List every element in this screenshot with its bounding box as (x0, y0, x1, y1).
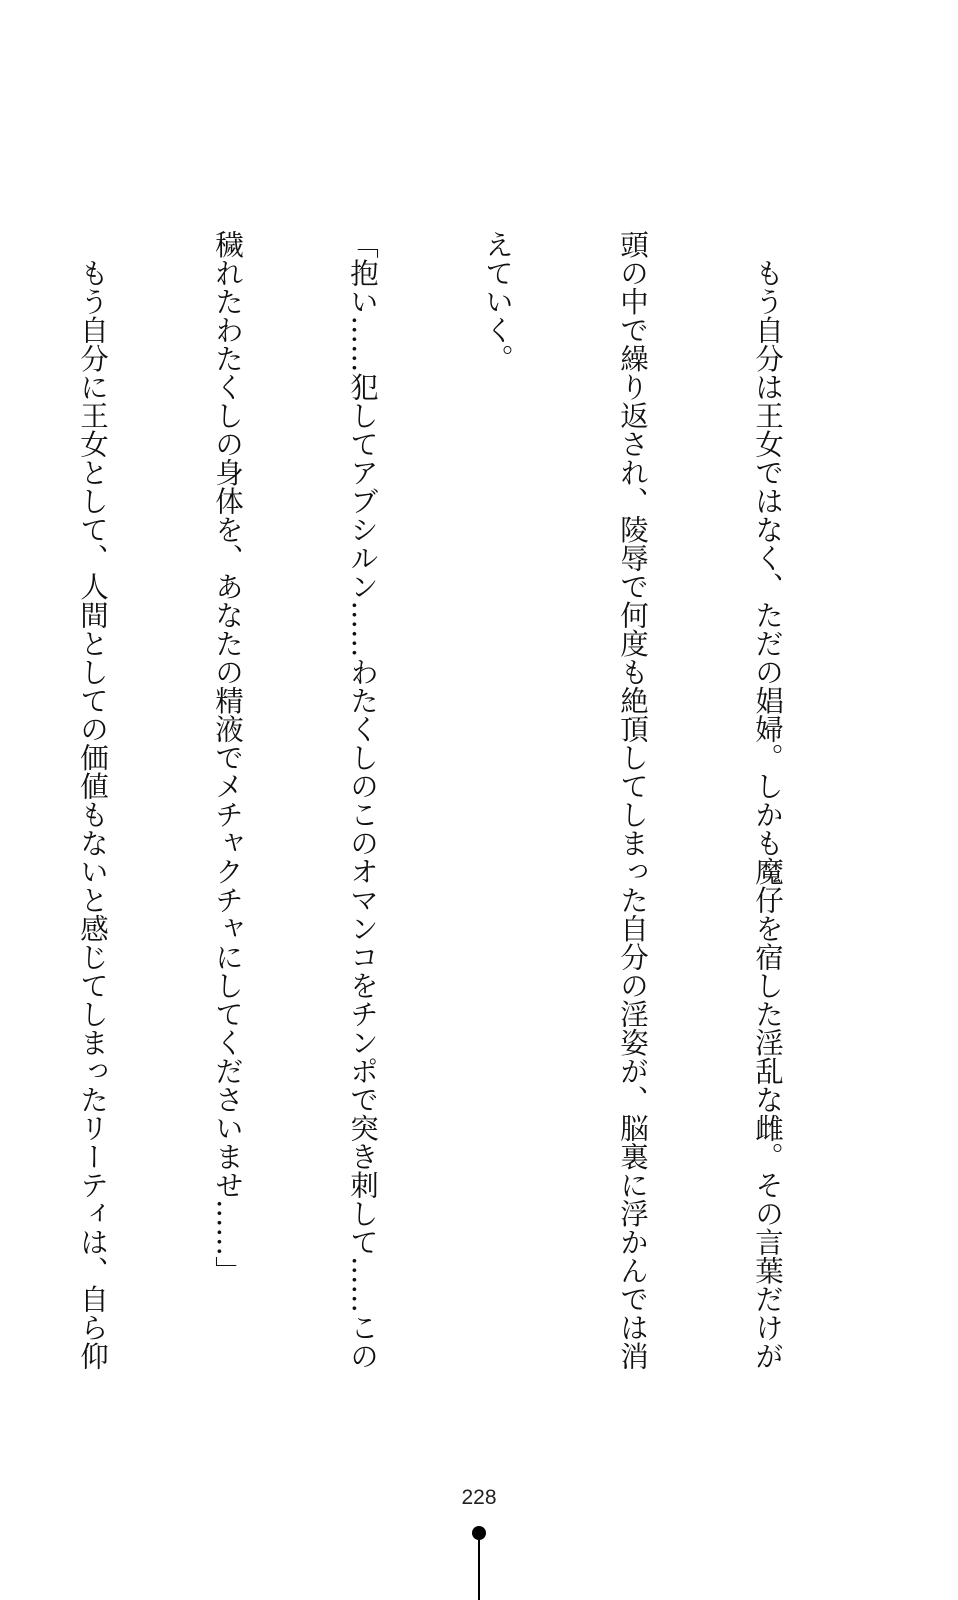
text-line: 頭の中で繰り返され、陵辱で何度も絶頂してしまった自分の淫姿が、脳裏に浮かんでは消 (616, 230, 649, 1370)
page-marker-icon (469, 1526, 489, 1600)
text-line: 穢れたわたくしの身体を、あなたの精液でメチャクチャにしてくださいませ……」 (211, 230, 244, 1285)
text-line: もう自分は王女ではなく、ただの娼婦。しかも魔仔を宿した淫乱な雌。その言葉だけが (751, 230, 784, 1370)
text-line: えていく。 (481, 230, 514, 373)
text-line: もう自分に王女として、人間としての価値もないと感じてしまったリーティは、自ら仰 (76, 230, 109, 1370)
text-line: 「抱い……犯してアブシルン……わたくしのこのオマンコをチンポで突き刺して……この (346, 230, 379, 1370)
page-number: 228 (461, 1486, 497, 1509)
vertical-text-body (76, 230, 880, 1370)
marker-line (478, 1538, 480, 1600)
